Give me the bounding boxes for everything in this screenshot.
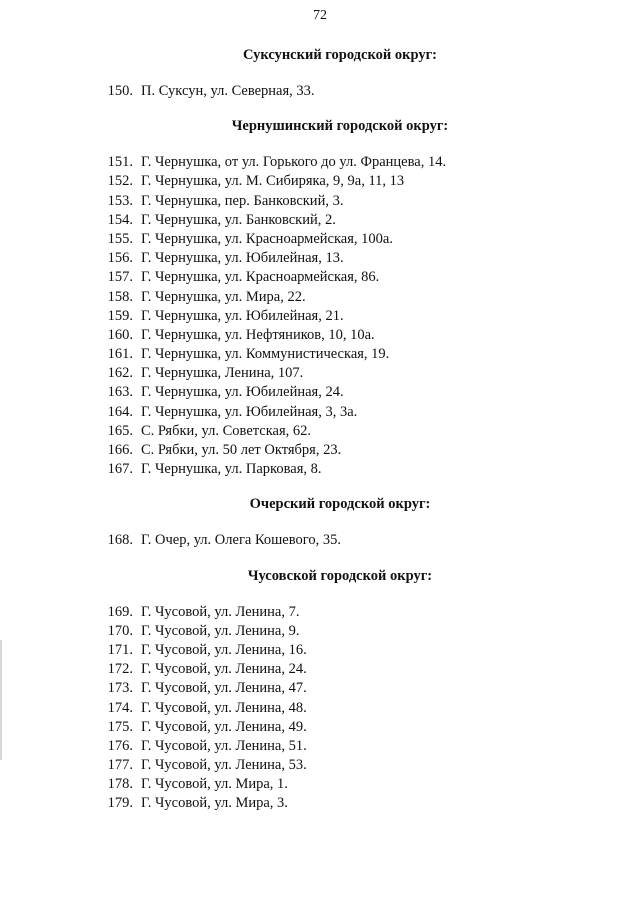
- section-suksun: [0, 42, 640, 113]
- item-number: 179.: [107, 795, 133, 812]
- item-address: Г. Чусовой, ул. Ленина, 7.: [141, 603, 300, 620]
- list-item: [0, 153, 640, 172]
- item-number: 169.: [107, 603, 133, 620]
- list-item: [0, 345, 640, 364]
- list-item: [0, 230, 640, 249]
- section-ocher: [0, 491, 640, 562]
- list-item: [0, 288, 640, 307]
- item-number: 160.: [107, 326, 133, 343]
- item-address: С. Рябки, ул. 50 лет Октября, 23.: [141, 442, 342, 458]
- section-heading: Суксунский городской округ:: [242, 47, 437, 63]
- list-item: [0, 307, 640, 326]
- list-item: [0, 441, 640, 460]
- list-item: [0, 364, 640, 383]
- item-number: 171.: [107, 641, 133, 658]
- item-number: 172.: [107, 661, 133, 678]
- item-address: Г. Чернушка, ул. Нефтяников, 10, 10а.: [141, 326, 375, 343]
- item-number: 173.: [107, 680, 133, 697]
- list-item: [0, 699, 640, 718]
- heading-spacer: [0, 589, 640, 603]
- item-address: Г. Чусовой, ул. Ленина, 47.: [141, 680, 307, 697]
- item-number: 167.: [107, 461, 133, 478]
- section-gap: [0, 101, 640, 113]
- item-address: Г. Чернушка, ул. Коммунистическая, 19.: [141, 346, 390, 363]
- list-item: [0, 82, 640, 101]
- item-number: 151.: [107, 154, 133, 171]
- item-number: 155.: [107, 230, 133, 247]
- section-chernushka: [0, 113, 640, 491]
- item-number: 158.: [107, 288, 133, 305]
- list-item: [0, 268, 640, 287]
- item-address: Г. Чусовой, ул. Ленина, 9.: [141, 622, 300, 639]
- item-number: 164.: [107, 403, 133, 420]
- section-gap: [0, 551, 640, 563]
- list-item: [0, 660, 640, 679]
- item-address: Г. Чернушка, ул. Юбилейная, 24.: [141, 384, 344, 401]
- item-address: Г. Чернушка, ул. М. Сибиряка, 9, 9а, 11, 13: [141, 173, 405, 190]
- item-address: Г. Чернушка, Ленина, 107.: [141, 365, 304, 382]
- heading-spacer: [0, 139, 640, 153]
- scan-margin-shadow: [0, 640, 2, 760]
- list-item: [0, 422, 640, 441]
- page-number: 72: [313, 8, 327, 23]
- list-item: [0, 718, 640, 737]
- item-address: Г. Очер, ул. Олега Кошевого, 35.: [141, 532, 341, 549]
- item-address: Г. Чернушка, ул. Юбилейная, 13.: [141, 250, 344, 267]
- list-item: [0, 403, 640, 422]
- list-item: [0, 383, 640, 402]
- item-address: Г. Чернушка, ул. Юбилейная, 3, 3а.: [141, 403, 358, 420]
- item-number: 166.: [107, 442, 133, 458]
- section-heading: Чернушинский городской округ:: [231, 118, 449, 135]
- item-address: Г. Чернушка, ул. Красноармейская, 86.: [141, 269, 380, 286]
- list-item: [0, 641, 640, 660]
- item-number: 170.: [107, 622, 133, 639]
- item-number: 168.: [107, 532, 133, 549]
- list-item: [0, 531, 640, 550]
- item-address: Г. Чернушка, ул. Банковский, 2.: [141, 211, 336, 228]
- item-address: С. Рябки, ул. Советская, 62.: [141, 422, 312, 439]
- item-address: Г. Чусовой, ул. Ленина, 51.: [141, 737, 307, 754]
- item-number: 161.: [107, 346, 133, 363]
- item-number: 165.: [107, 422, 133, 439]
- section-gap: [0, 479, 640, 491]
- item-number: 175.: [107, 718, 133, 735]
- item-number: 178.: [107, 776, 133, 793]
- list-item: [0, 737, 640, 756]
- list-item: [0, 460, 640, 479]
- item-number: 162.: [107, 365, 133, 382]
- item-number: 163.: [107, 384, 133, 401]
- item-address: Г. Чусовой, ул. Мира, 1.: [141, 776, 288, 793]
- section-heading: Чусовской городской округ:: [247, 567, 433, 584]
- item-number: 150.: [107, 83, 133, 99]
- item-number: 153.: [107, 192, 133, 209]
- item-address: Г. Чернушка, ул. Юбилейная, 21.: [141, 307, 344, 324]
- list-item: [0, 756, 640, 775]
- list-item: [0, 775, 640, 794]
- list-item: [0, 249, 640, 268]
- list-item: [0, 679, 640, 698]
- list-item: [0, 211, 640, 230]
- document-body: [0, 42, 640, 814]
- heading-spacer: [0, 517, 640, 531]
- item-number: 176.: [107, 737, 133, 754]
- list-item: [0, 172, 640, 191]
- item-number: 152.: [107, 173, 133, 190]
- item-address: Г. Чусовой, ул. Мира, 3.: [141, 795, 288, 812]
- list-item: [0, 192, 640, 211]
- list-item: [0, 326, 640, 345]
- item-number: 159.: [107, 307, 133, 324]
- item-address: Г. Чернушка, ул. Парковая, 8.: [141, 461, 322, 478]
- section-heading: Очерский городской округ:: [249, 496, 431, 513]
- item-address: Г. Чернушка, ул. Мира, 22.: [141, 288, 306, 305]
- item-number: 154.: [107, 211, 133, 228]
- item-address: Г. Чусовой, ул. Ленина, 53.: [141, 757, 307, 774]
- item-address: Г. Чернушка, ул. Красноармейская, 100а.: [141, 230, 393, 247]
- item-number: 174.: [107, 699, 133, 716]
- item-number: 157.: [107, 269, 133, 286]
- item-number: 156.: [107, 250, 133, 267]
- item-address: Г. Чусовой, ул. Ленина, 48.: [141, 699, 307, 716]
- list-item: [0, 603, 640, 622]
- item-number: 177.: [107, 757, 133, 774]
- item-address: Г. Чернушка, пер. Банковский, 3.: [141, 192, 344, 209]
- list-item: [0, 794, 640, 813]
- list-item: [0, 622, 640, 641]
- item-address: Г. Чусовой, ул. Ленина, 16.: [141, 641, 307, 658]
- item-address: Г. Чусовой, ул. Ленина, 24.: [141, 661, 307, 678]
- item-address: Г. Чусовой, ул. Ленина, 49.: [141, 718, 307, 735]
- item-address: Г. Чернушка, от ул. Горького до ул. Францева, 14.: [141, 154, 447, 171]
- item-address: П. Суксун, ул. Северная, 33.: [141, 83, 315, 99]
- heading-spacer: [0, 68, 640, 82]
- section-chusovoy: [0, 563, 640, 814]
